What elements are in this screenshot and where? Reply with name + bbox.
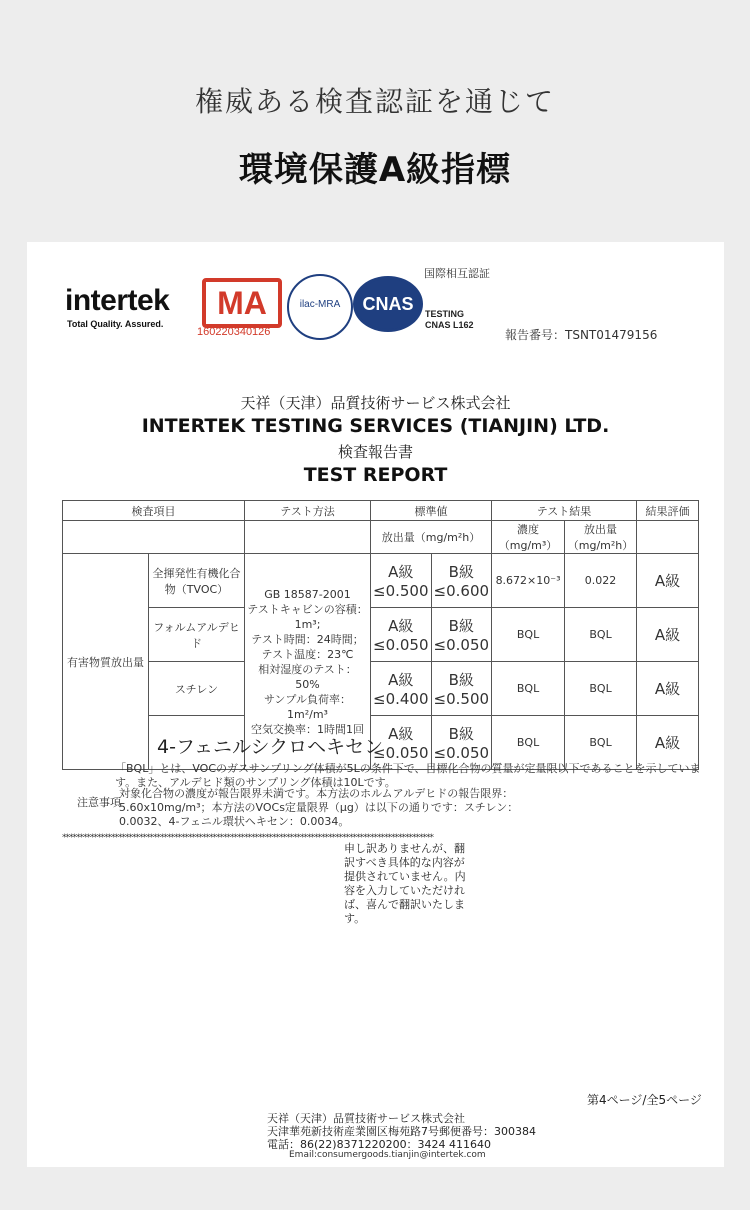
header-item: 検査項目 <box>63 501 245 521</box>
grade-value: A級 <box>637 554 699 608</box>
concentration-value: BQL <box>492 716 565 770</box>
method-line: テストキャビンの容積：1m³; <box>247 602 368 631</box>
test-report-document <box>27 242 724 1167</box>
header-emission-rate: 放出量（mg/m²h） <box>565 521 637 554</box>
standard-a: A級 ≤0.500 <box>371 554 432 608</box>
notes-label: 注意事項 <box>77 796 121 809</box>
ma-logo: MA <box>202 278 282 328</box>
company-name-en: INTERTEK TESTING SERVICES (TIANJIN) LTD. <box>141 415 610 437</box>
header-blank <box>63 521 245 554</box>
substance-name: フォルムアルデヒド <box>149 608 245 662</box>
substance-name: 全揮発性有機化合物（TVOC） <box>149 554 245 608</box>
emission-value: 0.022 <box>565 554 637 608</box>
cnas-number <box>425 309 474 331</box>
results-table <box>62 500 699 770</box>
certification-logos <box>27 242 724 352</box>
mra-text: 国際相互認証 <box>424 267 490 280</box>
cnas-logo: CNAS <box>353 276 423 332</box>
standard-a: A級 ≤0.050 <box>371 608 432 662</box>
table-row <box>63 662 699 716</box>
method-line: 相対湿度のテスト：50% <box>258 662 357 691</box>
group-label: 有害物質放出量 <box>63 554 149 770</box>
company-name-jp: 天祥（天津）品質技術サービス株式会社 <box>240 394 511 412</box>
report-number: 報告番号：TSNT01479156 <box>505 328 658 342</box>
footer-company: 天祥（天津）品質技術サービス株式会社 <box>267 1112 465 1125</box>
standard-b: B級 ≤0.600 <box>431 554 492 608</box>
emission-value: BQL <box>565 662 637 716</box>
method-line: 空気交換率：1時間1回 <box>251 722 364 736</box>
header-evaluation: 結果評価 <box>637 501 699 521</box>
grade-value: A級 <box>637 608 699 662</box>
substance-name: スチレン <box>149 662 245 716</box>
header-concentration: 濃度（mg/m³） <box>492 521 565 554</box>
header-emission: 放出量（mg/m²h） <box>371 521 492 554</box>
report-title-jp: 検査報告書 <box>337 443 413 461</box>
emission-value: BQL <box>565 716 637 770</box>
standard-a: A級 ≤0.400 <box>371 662 432 716</box>
grade-value: A級 <box>637 662 699 716</box>
intertek-logo: intertek <box>65 284 170 317</box>
page-number: 第4ページ/全5ページ <box>587 1093 702 1107</box>
header-blank <box>245 521 371 554</box>
standard-b: B級 ≤0.500 <box>431 662 492 716</box>
concentration-value: 8.672×10⁻³ <box>492 554 565 608</box>
cnas-line: CNAS L162 <box>425 320 474 330</box>
note-limits: 対象化合物の濃度が報告限界未満です。本方法のホルムアルデヒドの報告限界：5.60x10mg/m³；本方法のVOCs定量限界（μg）は以下の通りです：スチレン：0.0032、4-フェニル環状ヘキセン：0.0034。 <box>119 787 519 828</box>
footer-phone: 電話：86(22)8371220200：3424 411640 <box>267 1138 492 1151</box>
footer-address: 天津華苑新技術産業園区梅苑路7号郵便番号：300384 <box>267 1125 536 1138</box>
method-line: サンプル負荷率：1m²/m³ <box>263 692 351 721</box>
table-row <box>63 554 699 608</box>
standard-a: A級 ≤0.050 <box>371 716 432 770</box>
standard-b: B級 ≤0.050 <box>431 716 492 770</box>
method-line: テスト時間：24時間；テスト温度：23℃ <box>251 632 364 661</box>
header-method: テスト方法 <box>245 501 371 521</box>
concentration-value: BQL <box>492 608 565 662</box>
grade-value: A級 <box>637 716 699 770</box>
header-standard: 標準値 <box>371 501 492 521</box>
method-line: GB 18587-2001 <box>264 587 351 601</box>
overlay-text: 申し訳ありませんが、翻訳すべき具体的な内容が提供されていません。内容を入力していただければ、喜んで翻訳いたします。 <box>344 842 466 925</box>
intertek-tagline: Total Quality. Assured. <box>67 319 164 329</box>
concentration-value: BQL <box>492 662 565 716</box>
ma-number: 160220340126 <box>197 326 271 338</box>
header-result: テスト結果 <box>492 501 637 521</box>
ilac-mra-logo: ilac-MRA <box>287 274 353 340</box>
note-bql: 「BQL」とは、VOCのガスサンプリング体積が5Lの条件下で、目標化合物の質量が定量限以下であることを示しています。また、アルデヒド類のサンプリング体積は10Lです。 <box>115 762 701 789</box>
footer-info <box>267 1112 536 1151</box>
footer-email: Email:consumergoods.tianjin@intertek.com <box>289 1150 486 1160</box>
separator-stars: ********************************************************************************************************** <box>62 833 433 843</box>
page-title: 環境保護A級指標 <box>238 150 512 190</box>
emission-value: BQL <box>565 608 637 662</box>
table-row <box>63 608 699 662</box>
substance-name-large: 4-フェニルシクロヘキセン <box>157 736 384 758</box>
header-blank <box>637 521 699 554</box>
standard-b: B級 ≤0.050 <box>431 608 492 662</box>
report-title-en: TEST REPORT <box>303 464 448 486</box>
page-subtitle: 権威ある検査認証を通じて <box>194 85 555 118</box>
cnas-line: TESTING <box>425 309 465 319</box>
